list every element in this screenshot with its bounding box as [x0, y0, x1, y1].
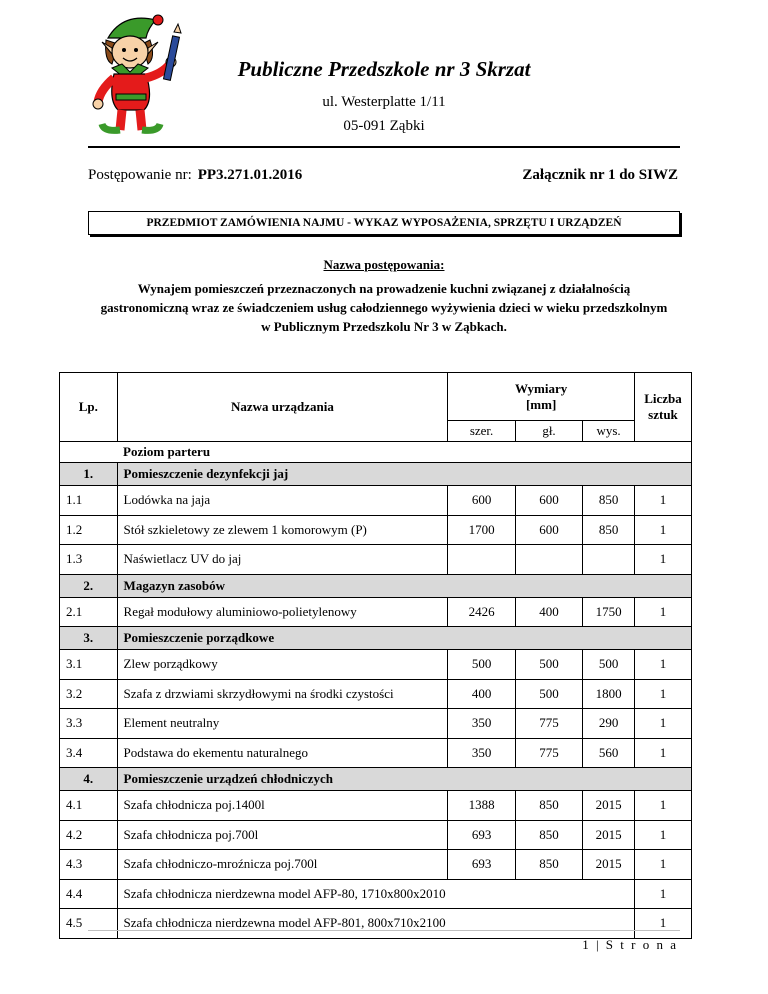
section-row [60, 463, 692, 486]
procedure-description: Wynajem pomieszczeń przeznaczonych na prowadzenie kuchni związanej z działalnością gastronomiczną wraz ze świadczeniem usług całodziennego wyżywienia dzieci w wieku przedszkolnym w Publicznym Przedszkolu Nr 3 w Ząbkach. [100, 281, 668, 334]
section-title: Pomieszczenie urządzeń chłodniczych [117, 768, 691, 791]
row-depth: 400 [515, 597, 582, 627]
row-width: 1700 [448, 515, 516, 545]
row-width: 500 [448, 650, 516, 680]
row-width: 693 [448, 820, 516, 850]
row-name: Regał modułowy aluminiowo-polietylenowy [117, 597, 448, 627]
row-qty: 1 [634, 909, 691, 939]
row-qty: 1 [634, 791, 691, 821]
equipment-table [59, 372, 692, 939]
row-height: 1750 [583, 597, 635, 627]
row-width: 1388 [448, 791, 516, 821]
header-name: Nazwa urządzania [117, 373, 448, 442]
row-lp: 3.1 [60, 650, 118, 680]
table-row [60, 738, 692, 768]
row-width: 2426 [448, 597, 516, 627]
row-qty: 1 [634, 820, 691, 850]
row-lp: 1.3 [60, 545, 118, 575]
row-name: Szafa chłodnicza poj.1400l [117, 791, 448, 821]
section-lp: 4. [60, 768, 118, 791]
table-row [60, 820, 692, 850]
table-row [60, 709, 692, 739]
row-name: Element neutralny [117, 709, 448, 739]
row-name: Szafa chłodniczo-mroźnicza poj.700l [117, 850, 448, 880]
row-height: 290 [583, 709, 635, 739]
row-name: Zlew porządkowy [117, 650, 448, 680]
procedure-name-label: Nazwa postępowania: [323, 257, 445, 272]
row-width: 600 [448, 486, 516, 516]
row-lp: 4.3 [60, 850, 118, 880]
row-depth [515, 545, 582, 575]
row-lp: 1.2 [60, 515, 118, 545]
level-row-lp [60, 442, 118, 463]
school-title: Publiczne Przedszkole nr 3 Skrzat [237, 57, 531, 81]
row-qty: 1 [634, 650, 691, 680]
section-title: Magazyn zasobów [117, 574, 691, 597]
header-qty-label: Liczba sztuk [644, 391, 682, 422]
row-qty: 1 [634, 879, 691, 909]
row-lp: 3.2 [60, 679, 118, 709]
level-row [60, 442, 692, 463]
row-width: 350 [448, 709, 516, 739]
row-qty: 1 [634, 709, 691, 739]
section-lp: 3. [60, 627, 118, 650]
level-label: Poziom parteru [117, 442, 634, 463]
row-height: 560 [583, 738, 635, 768]
table-row [60, 545, 692, 575]
row-qty: 1 [634, 738, 691, 768]
table-row [60, 909, 692, 939]
header-lp: Lp. [60, 373, 118, 442]
row-qty: 1 [634, 515, 691, 545]
row-lp: 4.1 [60, 791, 118, 821]
table-row [60, 650, 692, 680]
header-divider [88, 146, 680, 148]
row-height: 1800 [583, 679, 635, 709]
section-title: Pomieszczenie dezynfekcji jaj [117, 463, 691, 486]
row-height: 500 [583, 650, 635, 680]
row-name: Szafa chłodnicza nierdzewna model AFP-80, 1710x800x2010 [117, 879, 634, 909]
row-width: 350 [448, 738, 516, 768]
row-qty: 1 [634, 850, 691, 880]
row-lp: 2.1 [60, 597, 118, 627]
row-lp: 4.4 [60, 879, 118, 909]
address-line-1: ul. Westerplatte 1/11 [322, 94, 446, 110]
row-width [448, 545, 516, 575]
procedure-number: PP3.271.01.2016 [197, 167, 303, 183]
row-depth: 500 [515, 679, 582, 709]
header-dimensions [448, 373, 635, 421]
table-row [60, 515, 692, 545]
row-name: Szafa chłodnicza nierdzewna model AFP-801, 800x710x2100 [117, 909, 634, 939]
table-row [60, 679, 692, 709]
table-row [60, 879, 692, 909]
row-lp: 3.3 [60, 709, 118, 739]
row-depth: 850 [515, 791, 582, 821]
page-number: 1 | S t r o n a [582, 937, 678, 952]
section-row [60, 627, 692, 650]
header-dimensions-label: Wymiary [mm] [515, 380, 568, 412]
row-lp: 4.2 [60, 820, 118, 850]
row-name: Stół szkieletowy ze zlewem 1 komorowym (P) [117, 515, 448, 545]
table-row [60, 850, 692, 880]
row-name: Lodówka na jaja [117, 486, 448, 516]
row-height: 850 [583, 486, 635, 516]
section-lp: 2. [60, 574, 118, 597]
section-row [60, 768, 692, 791]
row-depth: 775 [515, 738, 582, 768]
section-lp: 1. [60, 463, 118, 486]
table-row [60, 597, 692, 627]
row-qty: 1 [634, 545, 691, 575]
header-depth: gł. [515, 421, 582, 442]
row-name: Podstawa do ekementu naturalnego [117, 738, 448, 768]
table-row [60, 791, 692, 821]
annex-label: Załącznik nr 1 do SIWZ [522, 167, 678, 183]
row-depth: 775 [515, 709, 582, 739]
procedure-number-line [88, 167, 302, 184]
row-width: 400 [448, 679, 516, 709]
header-width: szer. [448, 421, 516, 442]
row-width: 693 [448, 850, 516, 880]
row-height: 2015 [583, 850, 635, 880]
equipment-table-body [60, 442, 692, 939]
row-depth: 600 [515, 486, 582, 516]
row-qty: 1 [634, 597, 691, 627]
row-name: Naświetlacz UV do jaj [117, 545, 448, 575]
row-depth: 600 [515, 515, 582, 545]
subject-box: PRZEDMIOT ZAMÓWIENIA NAJMU - WYKAZ WYPOSAŻENIA, SPRZĘTU I URZĄDZEŃ [88, 211, 680, 235]
row-depth: 850 [515, 820, 582, 850]
header-height: wys. [583, 421, 635, 442]
table-row [60, 486, 692, 516]
row-height: 2015 [583, 820, 635, 850]
section-title: Pomieszczenie porządkowe [117, 627, 691, 650]
row-name: Szafa chłodnicza poj.700l [117, 820, 448, 850]
procedure-label: Postępowanie nr: [88, 167, 192, 183]
row-depth: 850 [515, 850, 582, 880]
level-row-end [634, 442, 691, 463]
header-qty [634, 373, 691, 442]
row-qty: 1 [634, 679, 691, 709]
address-line-2: 05-091 Ząbki [343, 118, 425, 134]
row-name: Szafa z drzwiami skrzydłowymi na środki czystości [117, 679, 448, 709]
row-height: 850 [583, 515, 635, 545]
row-lp: 3.4 [60, 738, 118, 768]
row-height [583, 545, 635, 575]
row-height: 2015 [583, 791, 635, 821]
row-qty: 1 [634, 486, 691, 516]
footer-divider [88, 930, 680, 931]
row-lp: 1.1 [60, 486, 118, 516]
section-row [60, 574, 692, 597]
row-lp: 4.5 [60, 909, 118, 939]
row-depth: 500 [515, 650, 582, 680]
